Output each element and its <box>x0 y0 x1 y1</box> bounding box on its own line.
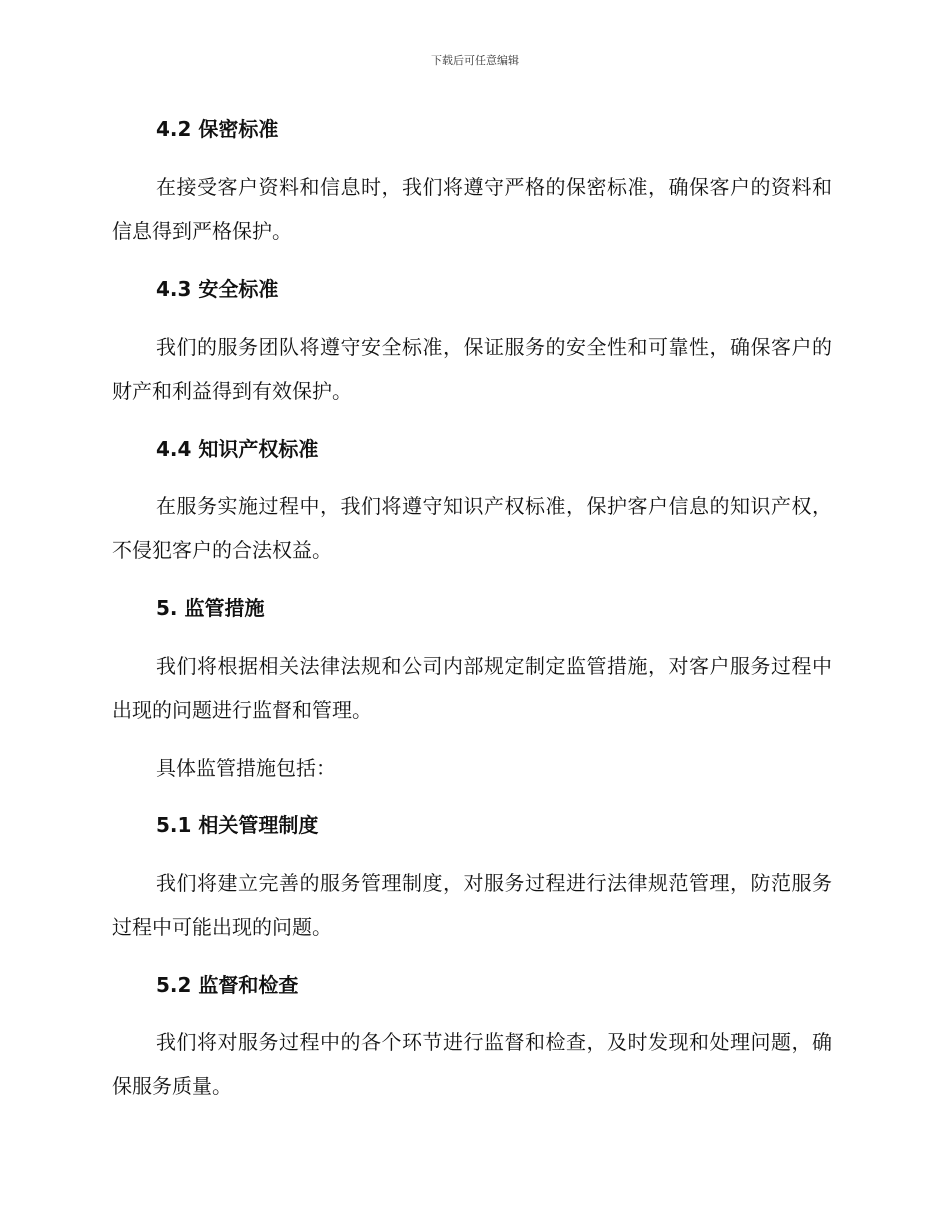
section-heading: 5. 监管措施 <box>156 596 265 620</box>
page-header: 下载后可任意编辑 <box>431 54 519 67</box>
section-heading: 4.2 保密标准 <box>156 117 279 141</box>
paragraph: 在服务实施过程中，我们将遵守知识产权标准，保护客户信息的知识产权，不侵犯客户的合法权益。 <box>112 494 832 562</box>
paragraph: 具体监管措施包括： <box>156 756 336 780</box>
section-heading: 4.3 安全标准 <box>156 277 279 301</box>
paragraph: 我们的服务团队将遵守安全标准，保证服务的安全性和可靠性，确保客户的财产和利益得到有效保护。 <box>112 335 832 403</box>
section-heading: 4.4 知识产权标准 <box>156 437 319 461</box>
paragraph: 在接受客户资料和信息时，我们将遵守严格的保密标准，确保客户的资料和信息得到严格保护。 <box>112 175 832 243</box>
paragraph: 我们将根据相关法律法规和公司内部规定制定监管措施，对客户服务过程中出现的问题进行监督和管理。 <box>112 654 832 722</box>
paragraph: 我们将对服务过程中的各个环节进行监督和检查，及时发现和处理问题，确保服务质量。 <box>112 1030 832 1098</box>
section-heading: 5.1 相关管理制度 <box>156 813 319 837</box>
section-heading: 5.2 监督和检查 <box>156 973 299 997</box>
paragraph: 我们将建立完善的服务管理制度，对服务过程进行法律规范管理，防范服务过程中可能出现的问题。 <box>112 871 832 939</box>
